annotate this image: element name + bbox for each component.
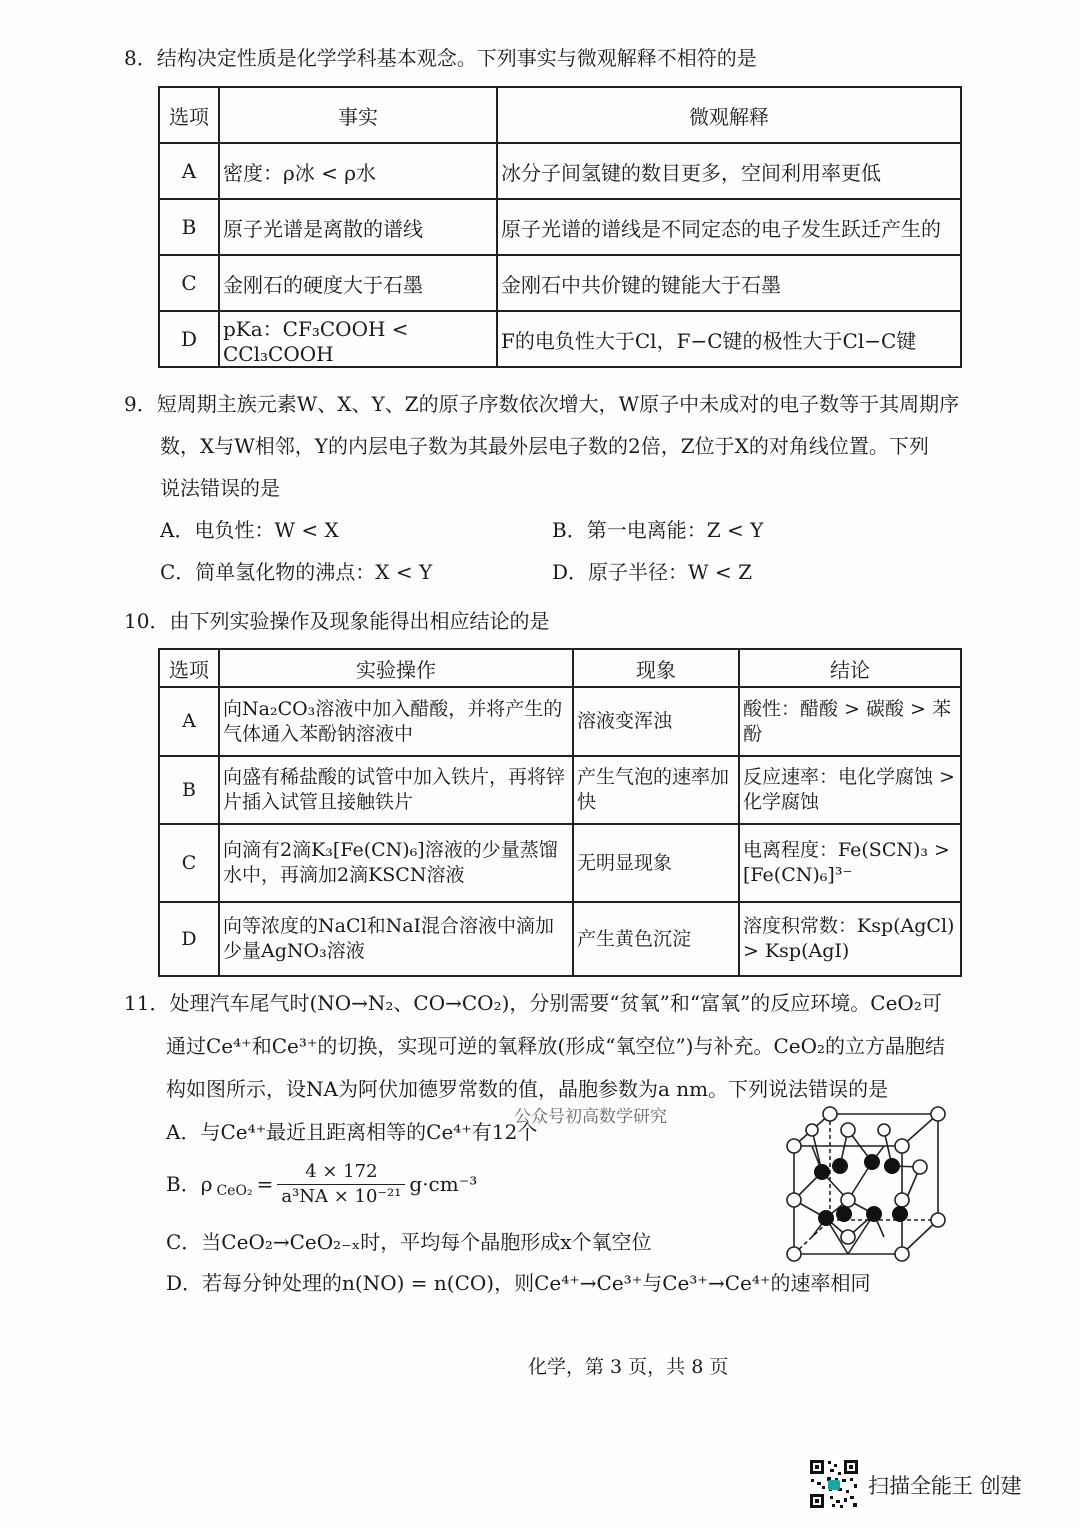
q11-option-a: A．与Ce⁴⁺最近且距离相等的Ce⁴⁺有12个 bbox=[166, 1120, 538, 1144]
table-header: 微观解释 bbox=[497, 87, 961, 143]
table-cell: 密度：ρ冰 < ρ水 bbox=[219, 143, 497, 199]
table-cell: 电离程度：Fe(SCN)₃ > [Fe(CN)₆]³⁻ bbox=[739, 824, 961, 902]
table-cell: 溶度积常数：Ksp(AgCl) > Ksp(AgI) bbox=[739, 902, 961, 976]
q9-stem-line1: 9．短周期主族元素W、X、Y、Z的原子序数依次增大，W原子中未成对的电子数等于其周期序 bbox=[124, 392, 960, 416]
table-cell: 向滴有2滴K₃[Fe(CN)₆]溶液的少量蒸馏水中，再滴加2滴KSCN溶液 bbox=[219, 824, 573, 902]
q11-option-b bbox=[166, 1154, 477, 1214]
table-header-row bbox=[159, 87, 961, 143]
q11-option-c: C．当CeO₂→CeO₂₋ₓ时，平均每个晶胞形成x个氧空位 bbox=[166, 1230, 652, 1254]
fraction-denominator: a³NA × 10⁻²¹ bbox=[277, 1184, 405, 1209]
table-row bbox=[159, 199, 961, 255]
table-cell: 产生气泡的速率加快 bbox=[573, 756, 739, 824]
table-cell: 溶液变浑浊 bbox=[573, 687, 739, 756]
table-cell: pKa：CF₃COOH < CCl₃COOH bbox=[219, 311, 497, 367]
q10-table bbox=[158, 648, 962, 977]
page-footer: 化学，第 3 页，共 8 页 bbox=[528, 1356, 729, 1378]
table-cell: F的电负性大于Cl，F−C键的极性大于Cl−C键 bbox=[497, 311, 961, 367]
table-header: 选项 bbox=[159, 649, 219, 687]
table-cell: 金刚石的硬度大于石墨 bbox=[219, 255, 497, 311]
q9-option-c: C．简单氢化物的沸点：X < Y bbox=[160, 560, 433, 584]
option-b-unit: g·cm⁻³ bbox=[409, 1172, 478, 1196]
table-header: 实验操作 bbox=[219, 649, 573, 687]
option-b-subscript: CeO₂ bbox=[216, 1183, 253, 1199]
q9-option-a: A．电负性：W < X bbox=[160, 518, 339, 542]
table-cell: C bbox=[159, 824, 219, 902]
q8-table bbox=[158, 86, 962, 368]
table-header: 选项 bbox=[159, 87, 219, 143]
table-header: 事实 bbox=[219, 87, 497, 143]
table-cell: 酸性：醋酸 > 碳酸 > 苯酚 bbox=[739, 687, 961, 756]
table-row bbox=[159, 824, 961, 902]
table-cell: 冰分子间氢键的数目更多，空间利用率更低 bbox=[497, 143, 961, 199]
q9-stem-line3: 说法错误的是 bbox=[160, 476, 280, 500]
table-header: 结论 bbox=[739, 649, 961, 687]
scanner-brand-label: 扫描全能王 创建 bbox=[868, 1474, 1022, 1498]
ceo2-unit-cell-diagram bbox=[782, 1106, 948, 1266]
table-row bbox=[159, 756, 961, 824]
table-cell: D bbox=[159, 902, 219, 976]
q10-stem: 10．由下列实验操作及现象能得出相应结论的是 bbox=[124, 609, 550, 633]
table-cell: 反应速率：电化学腐蚀 > 化学腐蚀 bbox=[739, 756, 961, 824]
q11-stem-line2: 通过Ce⁴⁺和Ce³⁺的切换，实现可逆的氧释放(形成“氧空位”)与补充。CeO₂的立方晶胞结 bbox=[166, 1034, 946, 1058]
fraction-numerator: 4 × 172 bbox=[305, 1160, 378, 1182]
table-cell: B bbox=[159, 756, 219, 824]
table-cell: 金刚石中共价键的键能大于石墨 bbox=[497, 255, 961, 311]
table-row bbox=[159, 255, 961, 311]
q11-stem-line1: 11．处理汽车尾气时(NO→N₂、CO→CO₂)，分别需要“贫氧”和“富氧”的反应环境。CeO₂可 bbox=[124, 991, 942, 1015]
table-cell: 无明显现象 bbox=[573, 824, 739, 902]
table-cell: 向盛有稀盐酸的试管中加入铁片，再将锌片插入试管且接触铁片 bbox=[219, 756, 573, 824]
table-cell: 向Na₂CO₃溶液中加入醋酸，并将产生的气体通入苯酚钠溶液中 bbox=[219, 687, 573, 756]
q11-stem-line3: 构如图所示，设NA为阿伏加德罗常数的值，晶胞参数为a nm。下列说法错误的是 bbox=[166, 1077, 889, 1101]
table-cell: A bbox=[159, 687, 219, 756]
q11-option-d: D．若每分钟处理的n(NO) = n(CO)，则Ce⁴⁺→Ce³⁺与Ce³⁺→Ce⁴⁺的速率相同 bbox=[166, 1271, 871, 1295]
table-header: 现象 bbox=[573, 649, 739, 687]
density-fraction bbox=[277, 1160, 405, 1209]
table-row bbox=[159, 687, 961, 756]
table-cell: B bbox=[159, 199, 219, 255]
table-cell: A bbox=[159, 143, 219, 199]
q9-stem-line2: 数，X与W相邻，Y的内层电子数为其最外层电子数的2倍，Z位于X的对角线位置。下列 bbox=[160, 434, 929, 458]
q9-option-d: D．原子半径：W < Z bbox=[552, 560, 752, 584]
table-cell: 向等浓度的NaCl和NaI混合溶液中滴加少量AgNO₃溶液 bbox=[219, 902, 573, 976]
table-row bbox=[159, 902, 961, 976]
table-row bbox=[159, 143, 961, 199]
qr-code-icon bbox=[808, 1458, 860, 1510]
option-b-equals: = bbox=[256, 1172, 274, 1196]
table-row bbox=[159, 311, 961, 367]
watermark: 公众号初高数学研究 bbox=[514, 1107, 667, 1127]
table-header-row bbox=[159, 649, 961, 687]
table-cell: 原子光谱的谱线是不同定态的电子发生跃迁产生的 bbox=[497, 199, 961, 255]
table-cell: 原子光谱是离散的谱线 bbox=[219, 199, 497, 255]
table-cell: D bbox=[159, 311, 219, 367]
table-cell: C bbox=[159, 255, 219, 311]
q9-option-b: B．第一电离能：Z < Y bbox=[552, 518, 764, 542]
option-b-label: B．ρ bbox=[166, 1172, 213, 1196]
table-cell: 产生黄色沉淀 bbox=[573, 902, 739, 976]
q8-stem: 8．结构决定性质是化学学科基本观念。下列事实与微观解释不相符的是 bbox=[124, 46, 757, 70]
